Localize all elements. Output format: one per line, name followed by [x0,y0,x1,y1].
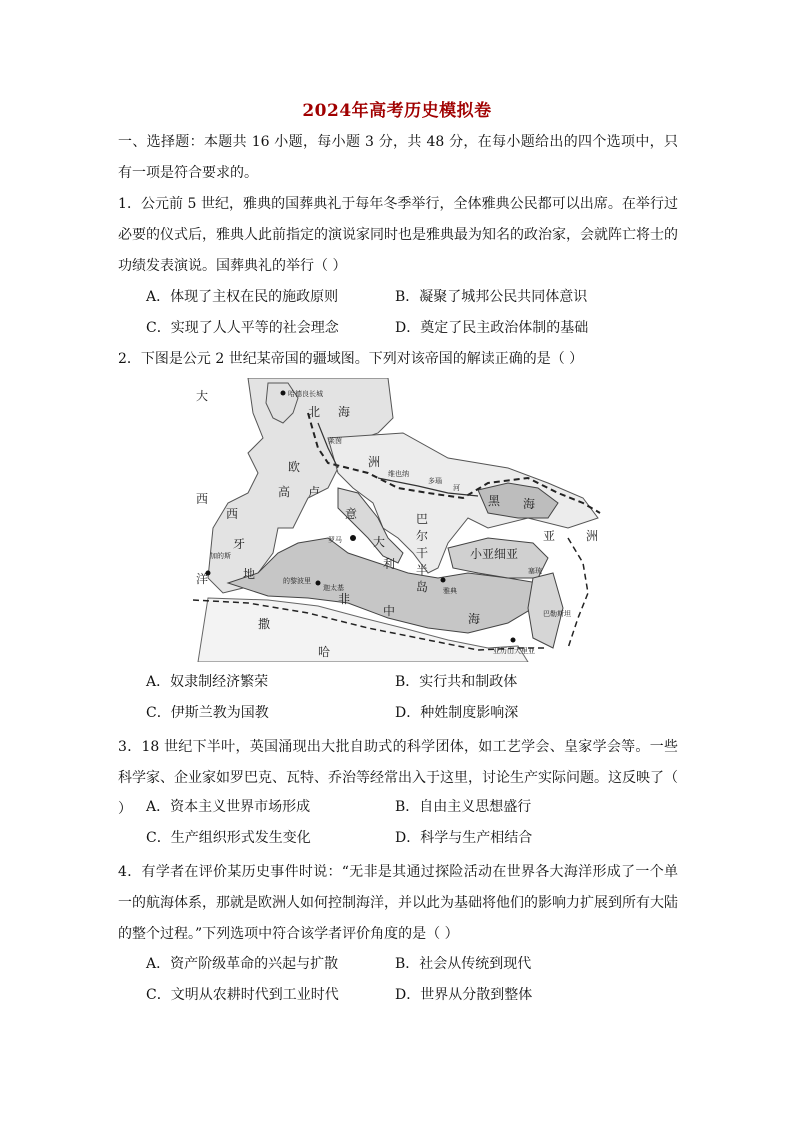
map-label-ha: 哈 [318,645,331,659]
map-label-fei: 非 [338,592,351,606]
map-label-li: 利 [383,557,396,571]
map-label-sa: 撒 [258,617,271,631]
question-3-option-a[interactable]: A．资本主义世界市场形成 [146,799,311,815]
question-2-option-c[interactable]: C．伊斯兰教为国教 [146,705,269,721]
alexandria-marker [511,638,516,643]
map-label-hai4: 海 [468,612,481,626]
question-2-stem: 2．下图是公元 2 世纪某帝国的疆域图。下列对该帝国的解读正确的是（ ） [118,351,584,367]
map-label-dao: 岛 [416,580,429,594]
map-label-xiaoya: 小亚细亚 [470,547,519,561]
map-label-ya2: 牙 [233,537,246,551]
section-intro: 一、选择题：本题共 16 小题，每小题 3 分，共 48 分，在每小题给出的四个选项中，只有一项是符合要求的。 [118,134,678,181]
map-label-lu: 卢 [308,485,321,499]
map-label-zhou1: 洲 [368,455,381,469]
athens-marker [441,578,446,583]
map-label-ya: 亚 [543,529,556,543]
question-3-stem: 3．18 世纪下半叶，英国涌现出大批自助式的科学团体，如工艺学会、皇家学会等。一些科学家、企业家如罗巴克、瓦特、乔治等经常出入于这里，讨论生产实际问题。这反映了（ ） [118,739,678,817]
question-2-option-b[interactable]: B．实行共和制政体 [395,674,518,690]
map-label-dili: 的黎波里 [283,577,311,585]
question-3-option-b[interactable]: B．自由主义思想盛行 [395,799,532,815]
map-label-luoma: 罗马 [328,536,342,544]
map-label-da: 大 [196,389,209,403]
question-4-stem: 4．有学者在评价某历史事件时说：“无非是其通过探险活动在世界各大海洋形成了一个单一的航海体系，那就是欧洲人如何控制海洋，并以此为基础将他们的影响力扩展到所有大陆的整个过程。”下列选项中符合该学者评价角度的是（ ） [118,864,678,942]
map-label-zhou2: 洲 [586,529,599,543]
map-label-gan: 干 [416,546,429,560]
rome-marker [350,535,356,541]
question-2-option-d[interactable]: D．种姓制度影响深 [395,705,519,721]
map-label-hadelian: 哈德良长城 [288,390,323,398]
map-label-yi: 意 [345,507,358,521]
map-label-beihai: 北 [308,405,321,419]
question-3-option-d[interactable]: D．科学与生产相结合 [395,830,533,846]
map-label-laiyin: 莱茵 [328,437,342,445]
map-label-heshui: 河 [453,484,460,492]
map-label-heihai: 黑 [488,494,501,508]
map-label-di: 地 [243,567,256,581]
map-label-yang: 洋 [196,572,209,586]
question-4-option-a[interactable]: A．资产阶级革命的兴起与扩散 [146,956,339,972]
map-label-jiadisi: 加的斯 [210,552,231,560]
empire-map-graphic [188,378,604,662]
question-1-option-d[interactable]: D．奠定了民主政治体制的基础 [395,320,589,336]
map-label-da2: 大 [373,535,386,549]
question-4-option-b[interactable]: B．社会从传统到现代 [395,956,532,972]
question-4-option-c[interactable]: C．文明从农耕时代到工业时代 [146,987,339,1003]
question-1-option-b[interactable]: B．凝聚了城邦公民共同体意识 [395,289,588,305]
map-label-bailie: 巴勒斯坦 [543,610,571,618]
map-label-duonao: 多瑙 [428,477,442,485]
map-label-er: 尔 [416,529,429,543]
question-3-option-c[interactable]: C．生产组织形式发生变化 [146,830,311,846]
page-title: 2024年高考历史模拟卷 [302,101,492,121]
map-label-xiaji: 迦太基 [323,584,344,592]
map-label-ou: 欧 [288,460,301,474]
question-1-option-a[interactable]: A．体现了主权在民的施政原则 [146,289,339,305]
map-label-weiliya: 维也纳 [388,470,409,478]
map-label-ban: 半 [416,563,429,577]
question-4-option-d[interactable]: D．世界从分散到整体 [395,987,533,1003]
hadrian-wall-marker [281,391,286,396]
map-label-xi: 西 [196,492,209,506]
empire-map [188,378,604,662]
map-label-xiban: 西 [226,507,239,521]
question-1-option-c[interactable]: C．实现了人人平等的社会理念 [146,320,339,336]
map-label-yalishanda: 亚历山大里亚 [493,647,535,655]
map-label-ladang: 雅典 [443,587,457,595]
map-label-gao: 高 [278,485,291,499]
question-1-stem: 1．公元前 5 世纪，雅典的国葬典礼于每年冬季举行，全体雅典公民都可以出席。在举行过必要的仪式后，雅典人此前指定的演说家同时也是雅典最为知名的政治家，会就阵亡将士的功绩发表演说。国葬典礼的举行（ ） [118,196,678,274]
map-label-hai3: 海 [523,497,536,511]
map-label-beihai2: 海 [338,405,351,419]
map-label-ba: 巴 [416,512,429,526]
map-label-zhong: 中 [383,604,396,618]
carthage-marker [316,581,321,586]
question-2-option-a[interactable]: A．奴隶制经济繁荣 [146,674,269,690]
map-label-huojiamu: 塞琉 [528,567,542,575]
